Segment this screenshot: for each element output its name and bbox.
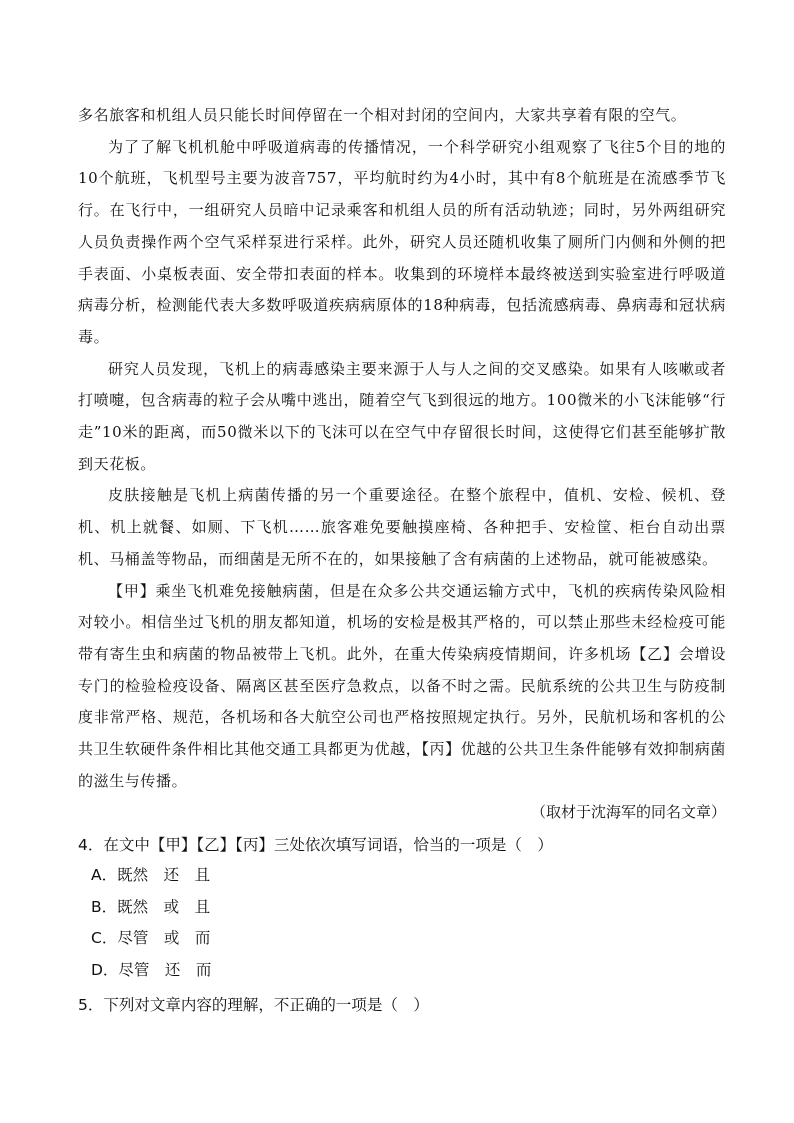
question-4-option-b: B．既然 或 且 (91, 897, 211, 916)
questions-section (78, 830, 726, 1020)
question-4-option-d: D．尽管 还 而 (91, 960, 212, 979)
passage-paragraph-4: 皮肤接触是飞机上病菌传播的另一个重要途径。在整个旅程中，值机、安检、候机、登机、机上就餐、如厕、下飞机……旅客难免要触摸座椅、各种把手、安检筐、柜台自动出票机、马桶盖等物品，而细菌是无所不在的，如果接触了含有病菌的上述物品，就可能被感染。 (78, 486, 726, 568)
passage-paragraph-2: 为了了解飞机机舱中呼吸道病毒的传播情况，一个科学研究小组观察了飞往5个目的地的10个航班，飞机型号主要为波音757，平均航时约为4小时，其中有8个航班是在流感季节飞行。在飞行中，一组研究人员暗中记录乘客和机组人员的所有活动轨迹；同时，另外两组研究人员负责操作两个空气采样泵进行采样。此外，研究人员还随机收集了厕所门内侧和外侧的把手表面、小桌板表面、安全带扣表面的样本。收集到的环境样本最终被送到实验室进行呼吸道病毒分析，检测能代表大多数呼吸道疾病病原体的18种病毒，包括流感病毒、鼻病毒和冠状病毒。 (78, 137, 726, 346)
passage-paragraph-1: 多名旅客和机组人员只能长时间停留在一个相对封闭的空间内，大家共享着有限的空气。 (78, 106, 687, 124)
passage-paragraph-3: 研究人员发现，飞机上的病毒感染主要来源于人与人之间的交叉感染。如果有人咳嗽或者打喷嚏，包含病毒的粒子会从嘴中逃出，随着空气飞到很远的地方。100微米的小飞沫能够“行走”10米的距离，而50微米以下的飞沫可以在空气中存留很长时间，这使得它们甚至能够扩散到天花板。 (78, 359, 726, 473)
question-4-stem: 4．在文中【甲】【乙】【丙】三处依次填写词语，恰当的一项是（ ） (78, 836, 553, 854)
source-attribution: （取材于沈海军的同名文章） (530, 803, 726, 821)
passage-paragraph-5: 【甲】乘坐飞机难免接触病菌，但是在众多公共交通运输方式中，飞机的疾病传染风险相对较小。相信坐过飞机的朋友都知道，机场的安检是极其严格的，可以禁止那些未经检疫可能带有寄生虫和病菌的物品被带上飞机。此外，在重大传染病疫情期间，许多机场【乙】会增设专门的检验检疫设备、隔离区甚至医疗急救点，以备不时之需。民航系统的公共卫生与防疫制度非常严格、规范，各机场和各大航空公司也严格按照规定执行。另外，民航机场和客机的公共卫生软硬件条件相比其他交通工具都更为优越，【丙】优越的公共卫生条件能够有效抑制病菌的滋生与传播。 (78, 581, 726, 790)
question-5-stem: 5．下列对文章内容的理解，不正确的一项是（ ） (78, 996, 429, 1014)
reading-passage (78, 100, 726, 797)
question-4-option-c: C．尽管 或 而 (91, 929, 211, 947)
question-4-option-a: A．既然 还 且 (91, 866, 211, 884)
